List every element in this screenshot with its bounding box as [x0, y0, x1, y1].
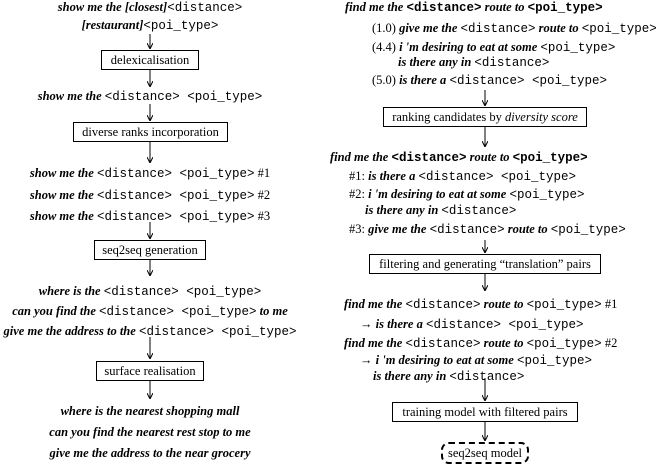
filtering-pairs-box: filtering and generating “translation” pairs [369, 254, 601, 274]
pair-2-target-cont: is there any in <distance> [373, 369, 525, 384]
seq2seq-generation-box: seq2seq generation [94, 240, 206, 260]
ranked-3: #3: give me the <distance> route to <poi_type> [349, 222, 626, 237]
training-model-box: training model with filtered pairs [392, 402, 578, 422]
candidate-2-cont: is there any in <distance> [398, 55, 550, 70]
ranked-line-1: show me the <distance> <poi_type> #1 [29, 166, 271, 181]
generated-line-1: where is the <distance> <poi_type> [38, 284, 262, 299]
ranked-2: #2: i 'm desiring to eat at some <poi_type> [349, 187, 585, 202]
right-top-title: find me the <distance> route to <poi_type> [345, 0, 603, 15]
pair-2-target: → i 'm desiring to eat at some <poi_type> [360, 353, 592, 368]
candidate-3: (5.0) is there a <distance> <poi_type> [372, 73, 607, 88]
candidate-1: (1.0) give me the <distance> route to <poi_type> [372, 21, 657, 36]
ranked-line-3: show me the <distance> <poi_type> #3 [29, 209, 271, 224]
seq2seq-model-box: seq2seq model [441, 442, 529, 464]
pair-1-target: → is there a <distance> <poi_type> [360, 317, 584, 332]
surface-realisation-box: surface realisation [96, 361, 204, 381]
ranked-1: #1: is there a <distance> <poi_type> [349, 169, 576, 184]
generated-line-2: can you find the <distance> <poi_type> to me [12, 304, 288, 319]
surface-line-1: where is the nearest shopping mall [60, 404, 240, 418]
pair-1-source: find me the <distance> route to <poi_type> #1 [344, 297, 618, 312]
delex-output: show me the <distance> <poi_type> [37, 89, 263, 104]
generated-line-3: give me the address to the <distance> <poi_type> [3, 324, 297, 339]
ranking-candidates-box: ranking candidates by diversity score [383, 107, 587, 127]
surface-line-2: can you find the nearest rest stop to me [49, 425, 251, 439]
diverse-ranks-box: diverse ranks incorporation [73, 122, 228, 142]
delexicalisation-box: delexicalisation [101, 50, 199, 70]
input-line-1: show me the [closest]<distance> [57, 0, 243, 15]
ranked-line-2: show me the <distance> <poi_type> #2 [29, 188, 271, 203]
surface-line-3: give me the address to the near grocery [49, 446, 251, 460]
input-line-2: [restaurant]<poi_type> [81, 18, 219, 33]
right-ranked-title: find me the <distance> route to <poi_type> [330, 150, 588, 165]
ranked-2-cont: is there any in <distance> [365, 203, 517, 218]
pair-2-source: find me the <distance> route to <poi_type> #2 [344, 336, 618, 351]
candidate-2: (4.4) i 'm desiring to eat at some <poi_type> [372, 40, 616, 55]
